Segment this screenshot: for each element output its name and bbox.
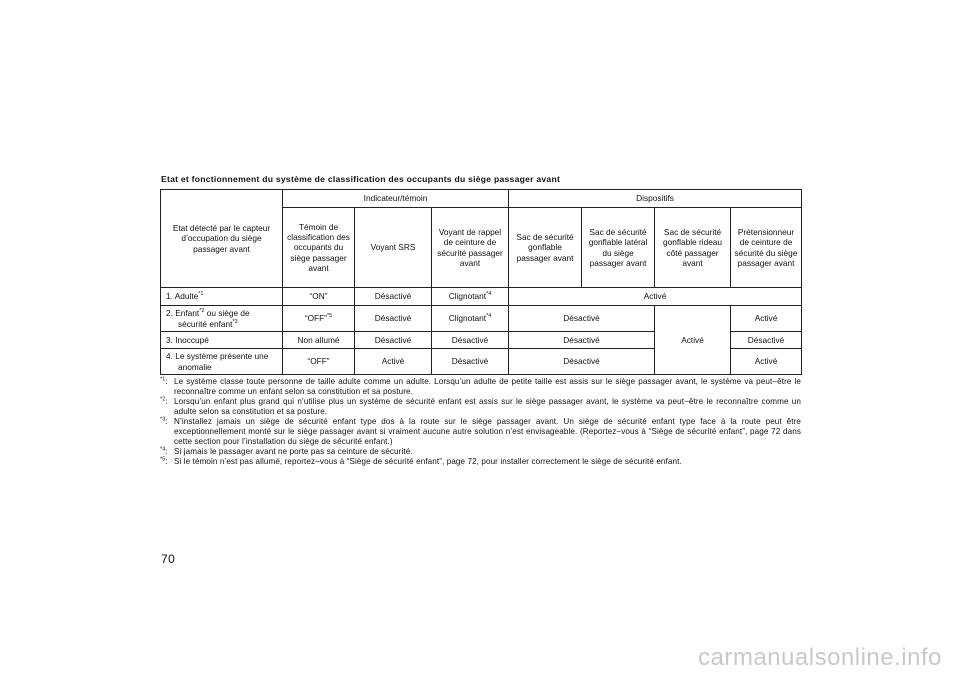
cell-lateral-rideau-merged: Activé — [655, 306, 731, 375]
header-col-temoin: Témoin de classification des occupants du siège passager avant — [283, 208, 355, 288]
footnote — [160, 457, 801, 467]
header-col-ceinture: Voyant de rappel de ceinture de sécurité passager avant — [432, 208, 509, 288]
footnote — [160, 447, 801, 457]
occupant-classification-table — [160, 189, 802, 375]
footnote-text: Si jamais le passager avant ne porte pas sa ceinture de sécurité. — [174, 447, 413, 456]
cell-srs: Désactivé — [355, 332, 432, 349]
footnote-mark: $^{*5}$: — [160, 456, 168, 466]
footnote-text: Le système classe toute personne de taille adulte comme un adulte. Lorsqu’un adulte de petite taille est assis sur le siège passager avant, le système va peut−être le reconnaître comme un enfant selon sa constitution et sa posture. — [174, 377, 801, 396]
cell-temoin: “OFF”$^{*5}$ — [283, 306, 355, 332]
footnote-mark: $^{*3}$: — [160, 416, 168, 426]
footnote-text: N’installez jamais un siège de sécurité enfant type dos à la route sur le siège passager avant. Un siège de sécurité enfant type face à la route peut être exceptionnellement monté sur le siège passager avant si vraiment aucune autre solution n’est envisageable. (Reportez−vous à “Siège de sécurité enfant”, page 72 dans cette section pour l’installation du siège de sécurité enfant.) — [174, 417, 801, 446]
cell-dispositifs-all: Activé — [509, 288, 802, 306]
header-col-sac-rideau: Sac de sécurité gonflable rideau côté passager avant — [655, 208, 731, 288]
cell-ceinture: Désactivé — [432, 332, 509, 349]
table-row — [161, 306, 802, 332]
cell-sac-avant: Désactivé — [509, 306, 655, 332]
cell-srs: Activé — [355, 349, 432, 375]
watermark-logo: carmanualsonline.info — [698, 644, 942, 671]
section-title: Etat et fonctionnement du système de classification des occupants du siège passager avant — [161, 174, 561, 184]
cell-temoin: Non allumé — [283, 332, 355, 349]
header-col-srs: Voyant SRS — [355, 208, 432, 288]
header-col-sac-lateral: Sac de sécurité gonflable latéral du siège passager avant — [582, 208, 655, 288]
cell-pretensionneur: Activé — [731, 349, 802, 375]
header-col-sac-avant: Sac de sécurité gonflable passager avant — [509, 208, 582, 288]
footnote — [160, 397, 801, 417]
header-group-indicator: Indicateur/témoin — [283, 190, 509, 208]
cell-temoin: “OFF” — [283, 349, 355, 375]
row-state: 4. Le système présente une anomalie — [161, 349, 283, 375]
table-header-row-groups — [161, 190, 802, 208]
cell-ceinture: Clignotant$^{*4}$ — [432, 288, 509, 306]
page-number: 70 — [161, 552, 176, 566]
footnote — [160, 417, 801, 447]
footnote-text: Lorsqu’un enfant plus grand qui n’utilise plus un système de sécurité enfant est assis sur le siège passager avant, le système va peut−être le reconnaître comme un adulte selon sa constitution et sa posture. — [174, 397, 801, 416]
footnote-mark: $^{*1}$: — [160, 376, 168, 386]
row-state: 3. Inoccupé — [161, 332, 283, 349]
cell-ceinture: Clignotant$^{*4}$ — [432, 306, 509, 332]
row-state: 2. Enfant$^{*2}$ ou siège de sécurité enfant$^{*3}$ — [161, 306, 283, 332]
cell-sac-avant: Désactivé — [509, 332, 655, 349]
footnote-mark: $^{*2}$: — [160, 396, 168, 406]
footnote-text: Si le témoin n’est pas allumé, reportez−vous à “Siège de sécurité enfant”, page 72, pour installer correctement le siège de sécurité enfant. — [174, 457, 682, 466]
footnotes — [160, 377, 801, 467]
cell-pretensionneur: Désactivé — [731, 332, 802, 349]
cell-sac-avant: Désactivé — [509, 349, 655, 375]
cell-srs: Désactivé — [355, 306, 432, 332]
footnote — [160, 377, 801, 397]
header-state: Etat détecté par le capteur d’occupation du siège passager avant — [161, 190, 283, 288]
cell-ceinture: Désactivé — [432, 349, 509, 375]
cell-srs: Désactivé — [355, 288, 432, 306]
cell-temoin: “ON” — [283, 288, 355, 306]
table-row — [161, 288, 802, 306]
header-group-devices: Dispositifs — [509, 190, 802, 208]
cell-pretensionneur: Activé — [731, 306, 802, 332]
row-state: 1. Adulte$^{*1}$ — [161, 288, 283, 306]
footnote-mark: $^{*4}$: — [160, 446, 168, 456]
header-col-pretensionneur: Prétensionneur de ceinture de sécurité du siège passager avant — [731, 208, 802, 288]
